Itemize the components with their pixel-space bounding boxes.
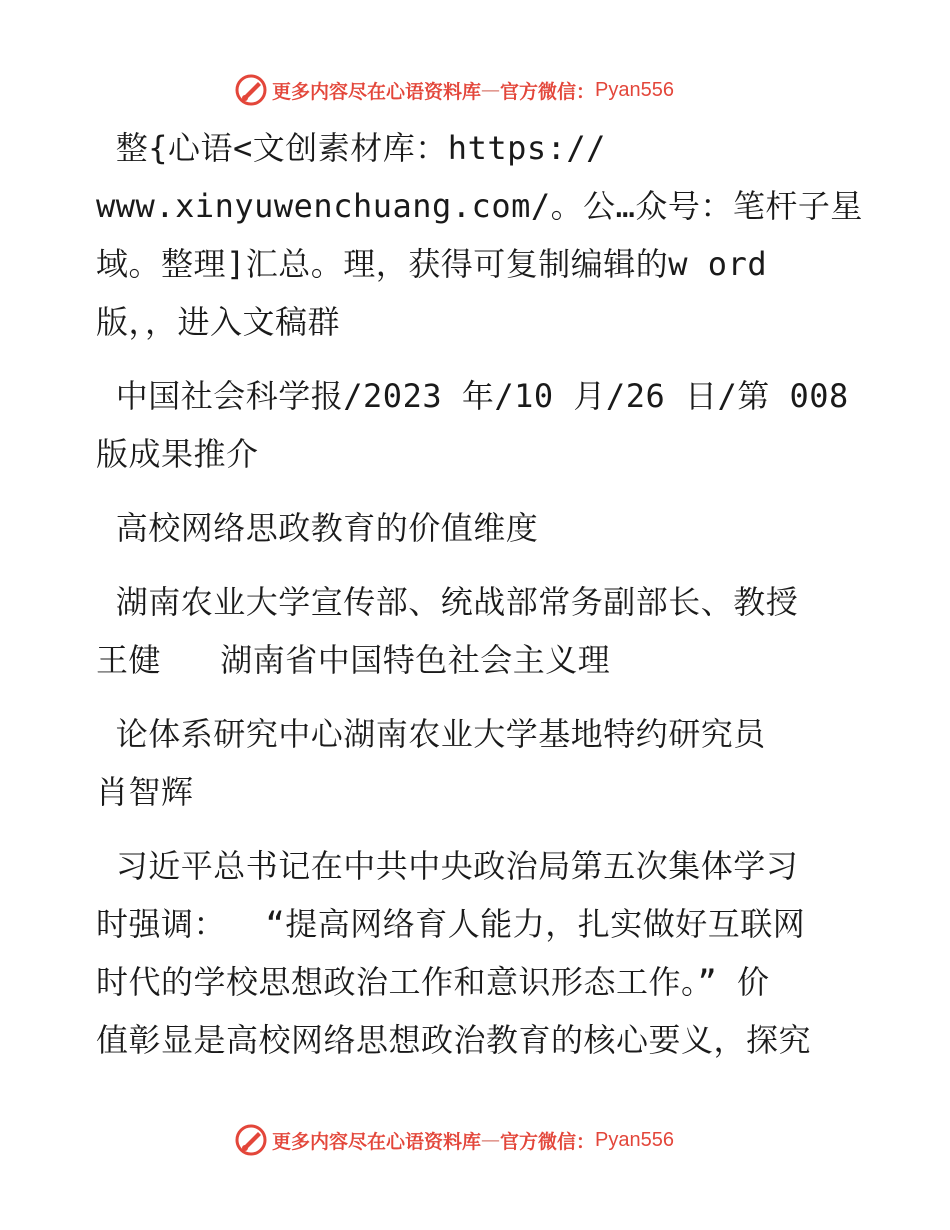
body-paragraph-line: 习近平总书记在中共中央政治局第五次集体学习 xyxy=(96,847,799,885)
body-paragraph-line: 时强调： “提高网络育人能力，扎实做好互联网 xyxy=(96,905,806,943)
source-line: 版成果推介 xyxy=(96,435,259,473)
article-title: 高校网络思政教育的价值维度 xyxy=(96,509,539,547)
banner-wechat-id: Pyan556 xyxy=(595,1128,674,1151)
body-paragraph-line: 值彰显是高校网络思想政治教育的核心要义，探究 xyxy=(96,1021,812,1059)
author-line: 肖智辉 xyxy=(96,773,194,811)
intro-line: 域。整理]汇总。理，获得可复制编辑的w ord xyxy=(96,245,768,283)
author-line: 王健 湖南省中国特色社会主义理 xyxy=(96,641,611,679)
banner-main-text: 更多内容尽在心语资料库 xyxy=(272,1130,482,1153)
intro-line: 整{心语<文创素材库：https:// xyxy=(96,129,606,167)
body-paragraph-line: 时代的学校思想政治工作和意识形态工作。” 价 xyxy=(96,963,770,1001)
intro-line: www.xinyuwenchuang.com/。公…众号：笔杆子星 xyxy=(96,187,863,225)
banner-wechat-label: 官方微信： xyxy=(500,1130,596,1153)
footer-banner xyxy=(234,1122,674,1158)
intro-line: 版，，进入文稿群 xyxy=(96,303,341,341)
banner-wechat-id: Pyan556 xyxy=(595,78,674,101)
author-line: 论体系研究中心湖南农业大学基地特约研究员 xyxy=(96,715,766,753)
banner-dash: — xyxy=(481,1129,501,1151)
author-line: 湖南农业大学宣传部、统战部常务副部长、教授 xyxy=(96,583,799,621)
brand-logo-icon xyxy=(234,1123,268,1157)
banner-dash: — xyxy=(481,79,501,101)
banner-main-text: 更多内容尽在心语资料库 xyxy=(272,80,482,103)
banner-wechat-label: 官方微信： xyxy=(500,80,596,103)
source-line: 中国社会科学报/2023 年/10 月/26 日/第 008 xyxy=(96,377,849,415)
